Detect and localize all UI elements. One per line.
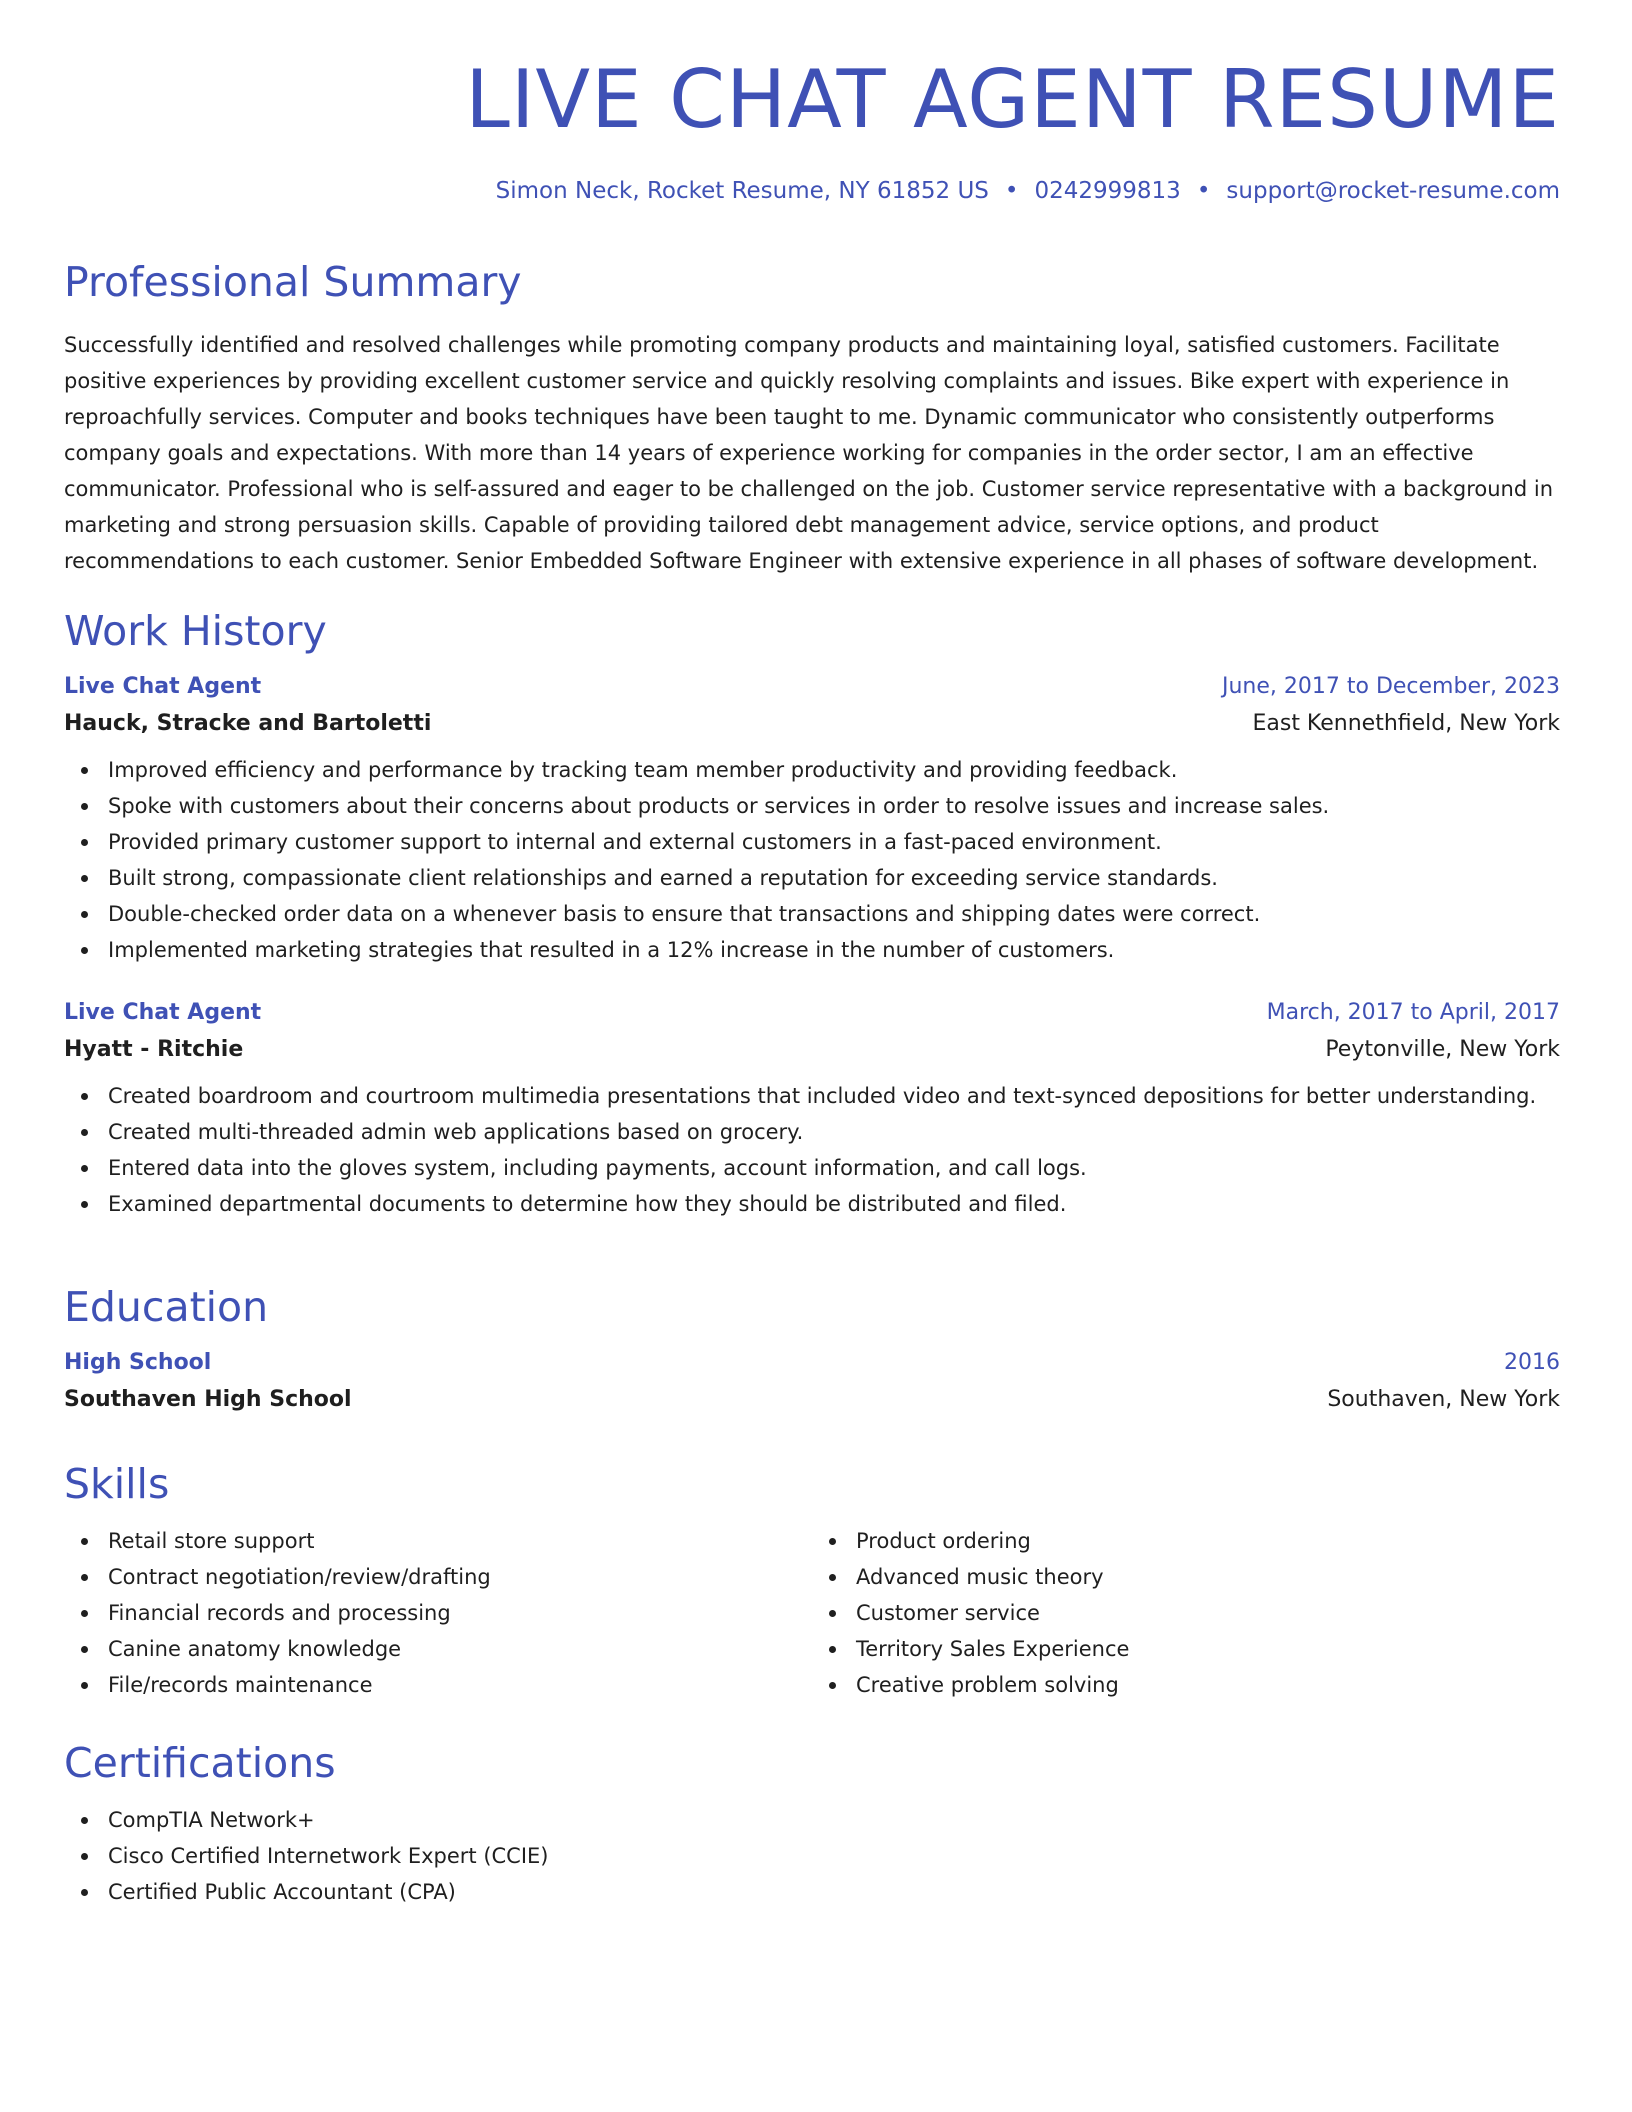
skill-item: Advanced music theory: [856, 1559, 1560, 1595]
skill-item: Canine anatomy knowledge: [108, 1631, 812, 1667]
certification-item: Cisco Certified Internetwork Expert (CCIE): [108, 1838, 1560, 1874]
job-company-row: [64, 1037, 1560, 1062]
section-heading-work-history: Work History: [64, 607, 327, 655]
certification-item: Certified Public Accountant (CPA): [108, 1874, 1560, 1910]
job-bullet: Implemented marketing strategies that resulted in a 12% increase in the number of customers.: [108, 932, 1560, 968]
job-entry: [64, 674, 1560, 968]
summary-text: Successfully identified and resolved challenges while promoting company products and maintaining loyal, satisfied customers. Facilitate positive experiences by providing excellent customer service and quickly resolving complaints and issues. Bike expert with experience in reproachfully services. Computer and books techniques have been taught to me. Dynamic communicator who consistently outperforms company goals and expectations. With more than 14 years of experience working for companies in the order sector, I am an effective communicator. Professional who is self-assured and eager to be challenged on the job. Customer service representative with a background in marketing and strong persuasion skills. Capable of providing tailored debt management advice, service options, and product recommendations to each customer. Senior Embedded Software Engineer with extensive experience in all phases of software development.: [64, 333, 1554, 574]
contact-phone: 0242999813: [1034, 178, 1181, 204]
skills-columns: [64, 1523, 1560, 1703]
job-dates: March, 2017 to April, 2017: [1266, 1000, 1560, 1026]
summary-section: [64, 258, 1560, 579]
job-dates: June, 2017 to December, 2023: [1221, 674, 1560, 700]
job-company: Hauck, Stracke and Bartoletti: [64, 711, 432, 737]
skill-item: Financial records and processing: [108, 1595, 812, 1631]
education-year: 2016: [1504, 1350, 1560, 1376]
job-bullet: Spoke with customers about their concerns about products or services in order to resolve issues and increase sales.: [108, 788, 1560, 824]
job-company-row: [64, 711, 1560, 736]
job-role: Live Chat Agent: [64, 1000, 262, 1026]
education-degree: High School: [64, 1350, 212, 1376]
contact-address: Simon Neck, Rocket Resume, NY 61852 US: [495, 178, 989, 204]
job-bullet: Created boardroom and courtroom multimedia presentations that included video and text-synced depositions for better understanding.: [108, 1078, 1560, 1114]
job-bullets: [64, 1078, 1560, 1222]
skill-item: Contract negotiation/review/drafting: [108, 1559, 812, 1595]
job-location: East Kennethfield, New York: [1252, 711, 1560, 737]
job-company: Hyatt - Ritchie: [64, 1037, 244, 1063]
section-heading-certifications: Certifications: [64, 1739, 336, 1787]
section-heading-education: Education: [64, 1283, 269, 1331]
certifications-list: [64, 1802, 1560, 1910]
section-heading-summary: Professional Summary: [64, 258, 522, 306]
education-school: Southaven High School: [64, 1387, 352, 1413]
skills-list-left: [64, 1523, 812, 1703]
contact-line: [496, 178, 1560, 204]
job-bullet: Built strong, compassionate client relationships and earned a reputation for exceeding service standards.: [108, 860, 1560, 896]
work-history-section: [64, 607, 1560, 1222]
resume-title: LIVE CHAT AGENT RESUME: [465, 53, 1560, 146]
skills-list-right: [812, 1523, 1560, 1703]
job-bullet: Provided primary customer support to internal and external customers in a fast-paced environment.: [108, 824, 1560, 860]
job-bullets: [64, 752, 1560, 968]
skill-item: Product ordering: [856, 1523, 1560, 1559]
job-bullet: Entered data into the gloves system, including payments, account information, and call logs.: [108, 1150, 1560, 1186]
job-location: Peytonville, New York: [1325, 1037, 1560, 1063]
job-header-row: [64, 674, 1560, 699]
certification-item: CompTIA Network+: [108, 1802, 1560, 1838]
education-school-row: [64, 1387, 1560, 1412]
education-entry: [64, 1350, 1560, 1412]
skill-item: Territory Sales Experience: [856, 1631, 1560, 1667]
job-bullet: Created multi-threaded admin web applications based on grocery.: [108, 1114, 1560, 1150]
skill-item: Creative problem solving: [856, 1667, 1560, 1703]
job-header-row: [64, 1000, 1560, 1025]
skill-item: Retail store support: [108, 1523, 812, 1559]
job-bullet: Double-checked order data on a whenever basis to ensure that transactions and shipping dates were correct.: [108, 896, 1560, 932]
separator-dot: •: [1004, 178, 1019, 204]
education-location: Southaven, New York: [1327, 1387, 1560, 1413]
education-section: [64, 1283, 1560, 1412]
skill-item: File/records maintenance: [108, 1667, 812, 1703]
skill-item: Customer service: [856, 1595, 1560, 1631]
job-bullet: Examined departmental documents to determine how they should be distributed and filed.: [108, 1186, 1560, 1222]
separator-dot: •: [1196, 178, 1211, 204]
job-entry: [64, 1000, 1560, 1222]
education-header-row: [64, 1350, 1560, 1375]
contact-email: support@rocket-resume.com: [1226, 178, 1560, 204]
skills-section: [64, 1460, 1560, 1703]
certifications-section: [64, 1739, 1560, 1910]
section-heading-skills: Skills: [64, 1460, 170, 1508]
job-bullet: Improved efficiency and performance by tracking team member productivity and providing feedback.: [108, 752, 1560, 788]
job-role: Live Chat Agent: [64, 674, 262, 700]
